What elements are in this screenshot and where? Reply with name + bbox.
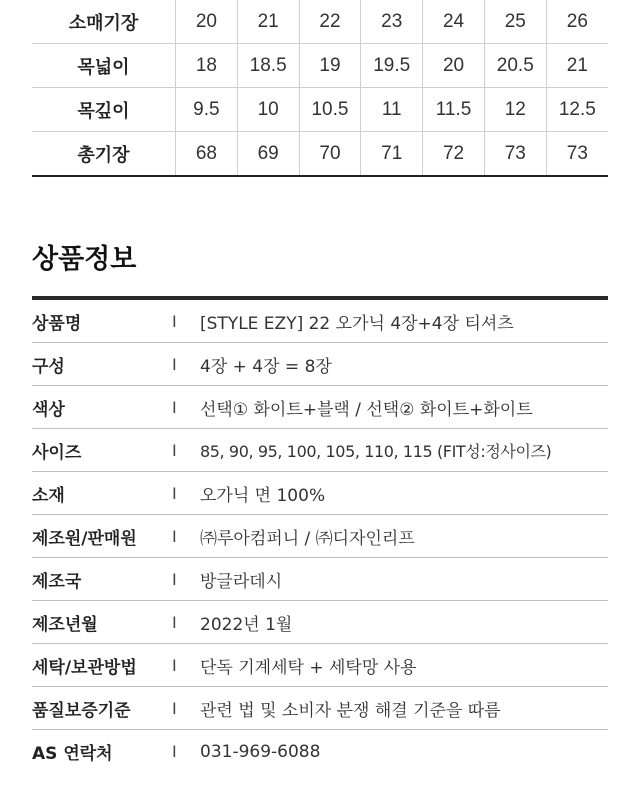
info-value: ㈜루아컴퍼니 / ㈜디자인리프 [200,528,415,549]
size-cell: 18 [176,44,238,88]
size-cell: 20 [176,0,238,44]
info-value: 선택① 화이트+블랙 / 선택② 화이트+화이트 [200,399,533,420]
info-value: [STYLE EZY] 22 오가닉 4장+4장 티셔츠 [200,313,514,334]
info-row-manufacturer [32,515,608,558]
info-separator: I [172,612,177,632]
info-value: 관련 법 및 소비자 분쟁 해결 기준을 따름 [200,700,501,721]
size-cell: 19.5 [361,44,423,88]
size-cell: 10 [237,88,299,132]
row-label: 총기장 [32,132,176,177]
info-label: 세탁/보관방법 [32,657,137,678]
size-table [32,0,608,177]
info-row-product-name [32,300,608,343]
size-cell: 23 [361,0,423,44]
size-cell: 12.5 [546,88,608,132]
size-cell: 20 [423,44,485,88]
info-separator: I [172,526,177,546]
size-cell: 11.5 [423,88,485,132]
info-label: 제조국 [32,571,82,592]
info-separator: I [172,483,177,503]
info-label: 제조년월 [32,614,98,635]
info-separator: I [172,354,177,374]
info-row-quality [32,687,608,730]
info-separator: I [172,397,177,417]
info-label: AS 연락처 [32,744,113,764]
info-separator: I [172,311,177,331]
size-row-neck-width [32,44,608,88]
size-cell: 72 [423,132,485,177]
size-cell: 71 [361,132,423,177]
info-label: 구성 [32,356,65,377]
info-separator: I [172,569,177,589]
size-cell: 70 [299,132,361,177]
info-label: 상품명 [32,313,82,334]
info-label: 제조원/판매원 [32,528,137,549]
size-cell: 11 [361,88,423,132]
info-row-size [32,429,608,472]
size-cell: 18.5 [237,44,299,88]
info-label: 품질보증기준 [32,700,131,721]
size-cell: 19 [299,44,361,88]
size-row-total-length [32,132,608,177]
row-label: 소매기장 [32,0,176,44]
info-row-composition [32,343,608,386]
info-separator: I [172,742,177,761]
info-value: 031-969-6088 [200,741,321,762]
info-row-as-contact [32,730,608,773]
info-value: 2022년 1월 [200,614,293,635]
product-info-list [32,296,608,773]
row-label: 목깊이 [32,88,176,132]
size-cell: 69 [237,132,299,177]
info-label: 색상 [32,399,65,420]
info-label: 사이즈 [32,442,82,463]
info-label: 소재 [32,485,65,506]
info-separator: I [172,655,177,675]
size-cell: 20.5 [484,44,546,88]
info-row-color [32,386,608,429]
size-row-neck-depth [32,88,608,132]
info-row-manufacture-date [32,601,608,644]
size-cell: 24 [423,0,485,44]
info-separator: I [172,698,177,718]
size-cell: 22 [299,0,361,44]
info-separator: I [172,440,177,460]
row-label: 목넓이 [32,44,176,88]
size-row-sleeve [32,0,608,44]
info-value: 방글라데시 [200,571,283,592]
info-row-care [32,644,608,687]
info-value: 85, 90, 95, 100, 105, 110, 115 (FIT성:정사이즈) [200,441,552,461]
info-value: 단독 기계세탁 + 세탁망 사용 [200,657,417,678]
size-cell: 10.5 [299,88,361,132]
info-row-material [32,472,608,515]
size-cell: 68 [176,132,238,177]
size-cell: 73 [546,132,608,177]
size-cell: 9.5 [176,88,238,132]
info-row-country [32,558,608,601]
size-cell: 26 [546,0,608,44]
section-title: 상품정보 [32,244,137,275]
size-cell: 12 [484,88,546,132]
size-cell: 21 [237,0,299,44]
size-cell: 73 [484,132,546,177]
size-cell: 25 [484,0,546,44]
info-value: 4장 + 4장 = 8장 [200,356,332,377]
size-cell: 21 [546,44,608,88]
info-value: 오가닉 면 100% [200,485,326,506]
